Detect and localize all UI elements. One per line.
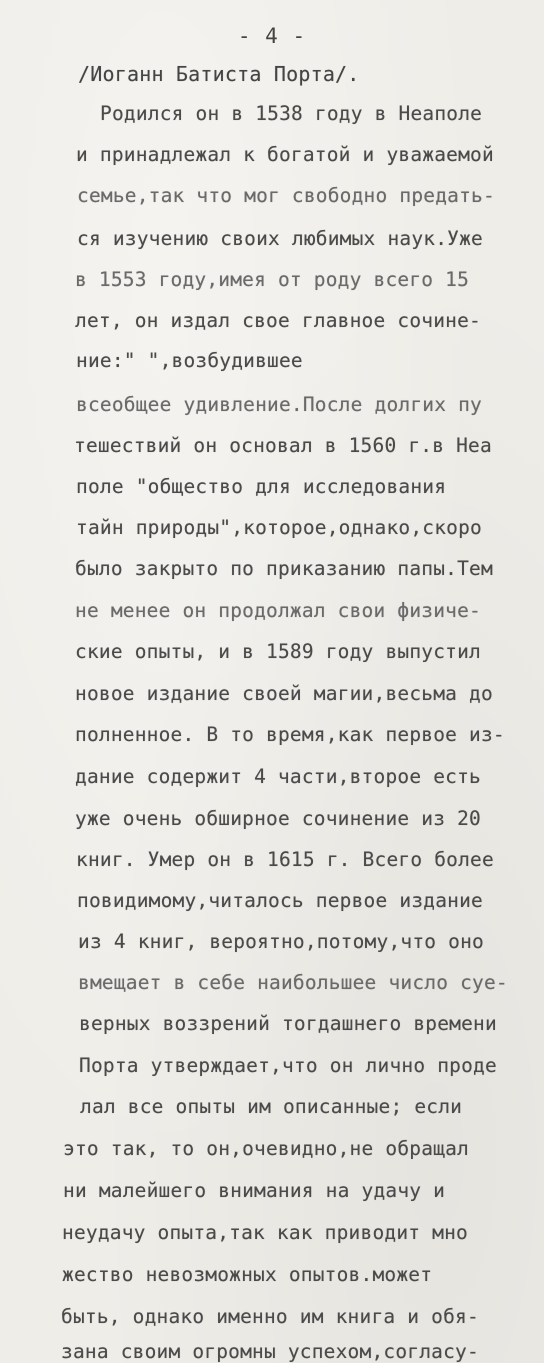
text-line: из 4 книг, вероятно,потому,что оно [78, 930, 484, 953]
text-line: верных воззрений тогдашнего времени [79, 1012, 497, 1035]
text-line: книг. Умер он в 1615 г. Всего более [76, 848, 494, 871]
text-line: не менее он продолжал свои физиче- [75, 599, 481, 622]
text-line: дание содержит 4 части,второе есть [75, 765, 481, 788]
text-line: новое издание своей магии,весьма до [75, 682, 493, 705]
text-line: в 1553 году,имея от роду всего 15 [75, 268, 470, 291]
text-line: жество невозможных опытов.может [62, 1263, 433, 1286]
text-line: тайн природы",которое,однако,скоро [76, 516, 482, 539]
text-line: и принадлежал к богатой и уважаемой [76, 143, 494, 166]
text-line: это так, то он,очевидно,не обращал [63, 1137, 469, 1160]
text-line: неудачу опыта,так как приводит мно [62, 1221, 468, 1244]
text-line: вмещает в себе наибольшее число суе- [78, 971, 508, 994]
text-line: Порта утверждает,что он лично проде [79, 1054, 497, 1077]
text-line: полненное. В то время,как первое из- [75, 723, 505, 746]
text-line: ни малейшего внимания на удачу и [63, 1179, 446, 1202]
text-line: ние:" ",возбудившее [76, 349, 303, 372]
text-line: ские опыты, и в 1589 году выпустил [75, 640, 481, 663]
text-line: уже очень обширное сочинение из 20 [75, 807, 481, 830]
text-line: повидимому,читалось первое издание [77, 889, 483, 912]
text-line: Родился он в 1538 году в Неаполе [100, 102, 483, 125]
text-line: семье,так что мог свободно предать- [77, 184, 495, 207]
text-line: лет, он издал свое главное сочине- [75, 309, 481, 332]
section-title: /Иоганн Батиста Порта/. [78, 62, 360, 86]
text-line: ся изучению своих любимых наук.Уже [77, 227, 483, 250]
text-line: лал все опыты им описанные; если [80, 1095, 463, 1118]
text-line: всеобщее удивление.После долгих пу [76, 393, 482, 416]
text-line: было закрыто по приказанию папы.Тем [75, 557, 493, 580]
text-line: тешествий он основал в 1560 г.в Неа [74, 434, 492, 457]
text-line: зана своим огромны успехом,согласу- [61, 1340, 479, 1363]
page-number: - 4 - [237, 24, 307, 48]
text-line: быть, однако именно им книга и обя- [61, 1305, 479, 1328]
text-line: поле "общество для исследования [76, 475, 447, 498]
